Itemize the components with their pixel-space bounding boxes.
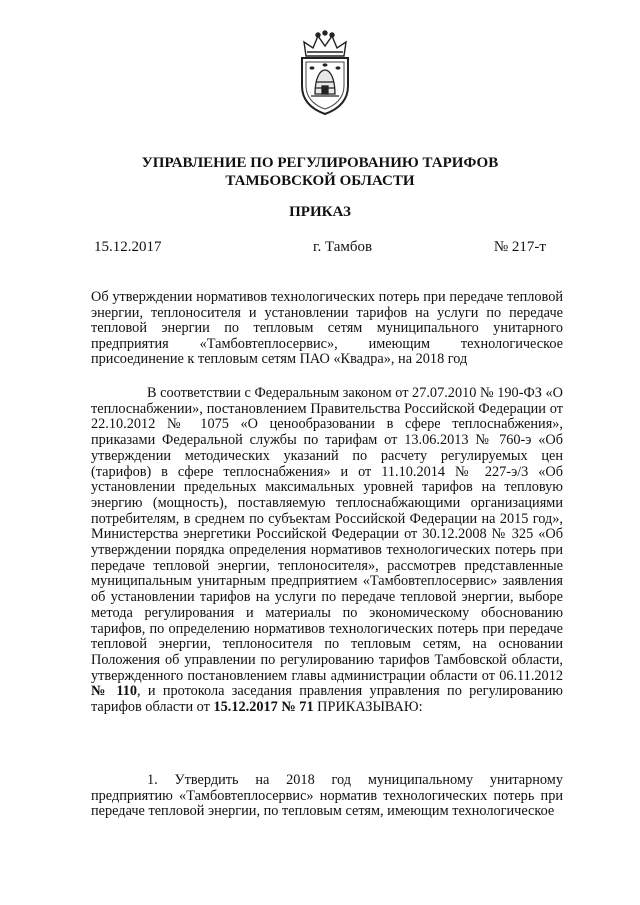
order-date: 15.12.2017 <box>94 239 162 255</box>
order-city: г. Тамбов <box>313 239 373 255</box>
order-subject: Об утверждении нормативов технологических потерь при передаче тепловой энергии, теплоносителя и установлении тарифов на услуги по передаче тепловой энергии по тепловым сетям муниципального унитарного предприятия «Тамбовтеплосервис», имеющим технологическое присоединение к тепловым сетям ПАО «Квадра», на 2018 год <box>91 289 563 368</box>
org-name-line1: УПРАВЛЕНИЕ ПО РЕГУЛИРОВАНИЮ ТАРИФОВ <box>141 155 499 171</box>
clause-1-paragraph: 1. Утвердить на 2018 год муниципальному унитарному предприятию «Тамбовтеплосервис» норматив технологических потерь при передаче тепловой энергии, по тепловым сетям, имеющим технологическое <box>91 772 563 820</box>
order-number: № 217-т <box>493 239 546 255</box>
decree-number-bold: № 110 <box>91 683 138 700</box>
preamble-text-end: ПРИКАЗЫВАЮ: <box>313 699 423 716</box>
protocol-ref-bold: 15.12.2017 № 71 <box>213 699 314 716</box>
crown <box>304 31 346 56</box>
preamble-paragraph <box>91 386 563 716</box>
preamble-text: В соответствии с Федеральным законом от 27.07.2010 № 190-ФЗ «О теплоснабжении», постановлением Правительства Российской Федерации от 22.10.2012 № 1075 «О ценообразовании в сфере теплоснабжения», приказами Федеральной службы по тарифам от 13.06.2013 № 760-э «Об утверждении методических указаний по расчету регулируемых цен (тарифов) в сфере теплоснабжения» и от 11.10.2014 № 227-э/3 «Об установлении предельных максимальных уровней тарифов на тепловую энергию (мощность), поставляемую теплоснабжающими организациями потребителям, в среднем по субъектам Российской Федерации на 2015 год», Министерства энергетики Российской Федерации от 30.12.2008 № 325 «Об утверждении порядка определения нормативов технологических потерь при передаче тепловой энергии, теплоносителя», рассмотрев представленные муниципальным унитарным предприятием «Тамбовтеплосервис» заявления об установлении тарифов на услуги по передаче тепловой энергии, выборе метода регулирования и материалы по экономическому обоснованию тарифов, по определению нормативов технологических потерь при передаче тепловой энергии, теплоносителя по тепловым сетям, на основании Положения об управлении по регулированию тарифов Тамбовской области, утвержденного постановлением главы администрации области от 06.11.2012 <box>91 385 563 684</box>
coat-of-arms-icon <box>294 30 356 116</box>
preamble-text-mid: , и протокола заседания правления управления по регулированию тарифов области от <box>91 683 563 716</box>
document-type: ПРИКАЗ <box>289 204 351 220</box>
org-name-line2: ТАМБОВСКОЙ ОБЛАСТИ <box>225 173 415 189</box>
